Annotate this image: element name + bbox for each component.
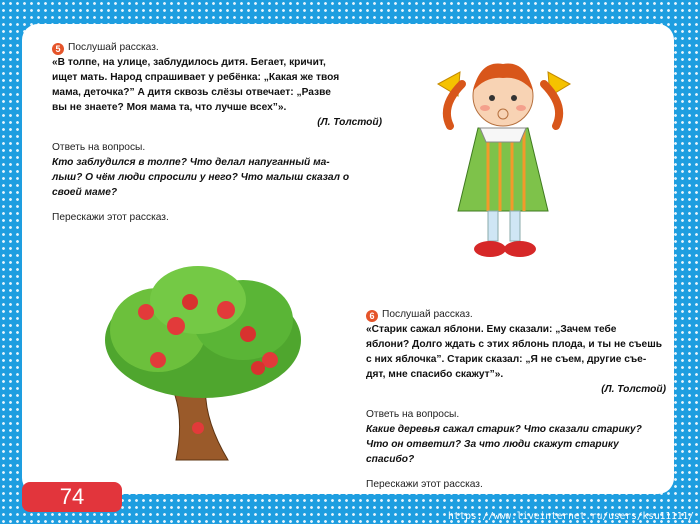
story-line: мама, деточка?” А дитя сквозь слёзы отвечает: „Разве xyxy=(52,87,331,98)
story-5-instruction xyxy=(52,40,382,55)
question-line: Какие деревья сажал старик? Что сказали старику? xyxy=(366,424,642,435)
question-line: Что он ответил? За что люди скажут старику спасибо? xyxy=(366,439,619,465)
exercise-number-badge: 5 xyxy=(52,43,64,55)
question-line: лыш? О чём люди спросили у него? Что малыш сказал о xyxy=(52,172,350,183)
exercise-number-badge: 6 xyxy=(366,310,378,322)
question-line: Кто заблудился в толпе? Что делал напуганный ма- xyxy=(52,157,330,168)
retell-instruction: Перескажи этот рассказ. xyxy=(366,479,483,490)
story-line: с них яблочка”. Старик сказал: „Я не съем, другие съе- xyxy=(366,354,647,365)
story-6-instruction xyxy=(366,307,666,322)
story-line: яблони? Долго ждать с этих яблонь плода, и ты не съешь xyxy=(366,339,662,350)
watermark-url: https://www.liveinternet.ru/users/ksu11111/ xyxy=(448,511,694,522)
instruction-text: Послушай рассказ. xyxy=(68,42,159,53)
apple-tree-illustration xyxy=(98,260,308,465)
story-5 xyxy=(52,40,382,225)
questions-label: Ответь на вопросы. xyxy=(366,409,460,420)
story-6 xyxy=(366,307,666,492)
story-author: (Л. Толстой) xyxy=(601,384,666,395)
story-line: «В толпе, на улице, заблудилось дитя. Бегает, кричит, xyxy=(52,57,326,68)
instruction-text: Послушай рассказ. xyxy=(382,309,473,320)
questions-label: Ответь на вопросы. xyxy=(52,142,146,153)
page-number: 74 xyxy=(22,482,122,512)
book-page xyxy=(22,24,674,494)
retell-instruction: Перескажи этот рассказ. xyxy=(52,212,169,223)
story-line: вы не знаете? Моя мама та, что лучше всех”». xyxy=(52,102,287,113)
story-author: (Л. Толстой) xyxy=(317,117,382,128)
story-line: «Старик сажал яблони. Ему сказали: „Зачем тебе xyxy=(366,324,617,335)
story-line: ищет мать. Народ спрашивает у ребёнка: „Какая же твоя xyxy=(52,72,340,83)
question-line: своей маме? xyxy=(52,187,118,198)
story-line: дят, мне спасибо скажут”». xyxy=(366,369,504,380)
girl-illustration xyxy=(430,46,575,271)
